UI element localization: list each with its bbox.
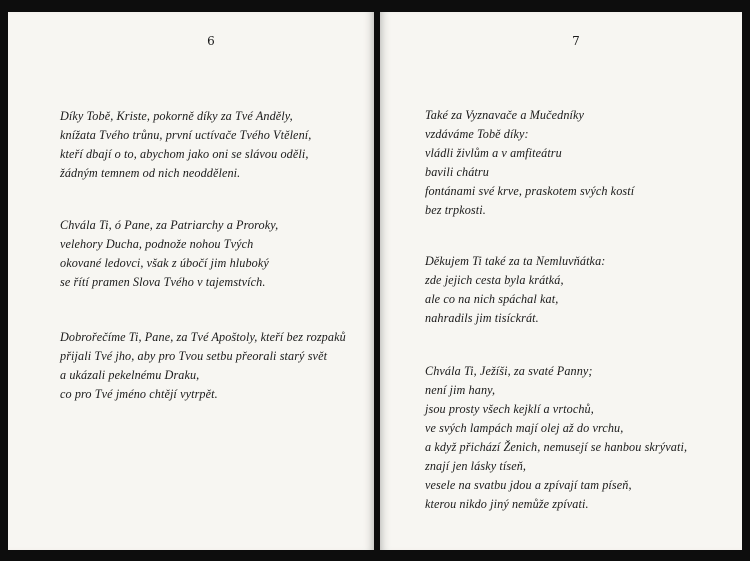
- verse-line: kterou nikdo jiný nemůže zpívati.: [425, 497, 589, 511]
- stanza: [60, 216, 278, 292]
- verse-line: bavili chátru: [425, 165, 489, 179]
- verse-line: vesele na svatbu jdou a zpívají tam píseň,: [425, 478, 632, 492]
- verse-line: knížata Tvého trůnu, první uctívače Tvého Vtělení,: [60, 128, 312, 142]
- right-page: [380, 12, 742, 550]
- verse-line: ale co na nich spáchal kat,: [425, 292, 559, 306]
- stanza: [425, 106, 634, 220]
- verse-line: se řítí pramen Slova Tvého v tajemstvích.: [60, 275, 266, 289]
- verse-line: fontánami své krve, praskotem svých kostí: [425, 184, 635, 198]
- verse-line: Chvála Ti, ó Pane, za Patriarchy a Proroky,: [60, 218, 279, 232]
- verse-line: co pro Tvé jméno chtějí vytrpět.: [60, 387, 218, 401]
- verse-line: velehory Ducha, podnože nohou Tvých: [60, 237, 254, 251]
- stanza: [425, 362, 687, 514]
- verse-line: Děkujem Ti také za ta Nemluvňátka:: [425, 254, 606, 268]
- verse-line: přijali Tvé jho, aby pro Tvou setbu přeorali starý svět: [60, 349, 328, 363]
- verse-line: a ukázali pekelnému Draku,: [60, 368, 200, 382]
- page-number: 7: [572, 34, 580, 48]
- verse-line: bez trpkosti.: [425, 203, 486, 217]
- verse-line: vzdáváme Tobě díky:: [425, 127, 529, 141]
- verse-line: žádným temnem od nich neodděleni.: [60, 166, 241, 180]
- verse-line: vládli živlům a v amfiteátru: [425, 146, 562, 160]
- verse-line: okované ledovci, však z úbočí jim hluboký: [60, 256, 269, 270]
- verse-line: Díky Tobě, Kriste, pokorně díky za Tvé Anděly,: [60, 109, 293, 123]
- stanza: [60, 107, 311, 183]
- verse-line: Chvála Ti, Ježíši, za svaté Panny;: [425, 364, 593, 378]
- verse-line: ve svých lampách mají olej až do vrchu,: [425, 421, 624, 435]
- verse-line: jsou prosty všech kejklí a vrtochů,: [425, 402, 594, 416]
- left-page: [8, 12, 374, 550]
- page-number: 6: [207, 34, 215, 48]
- verse-line: Dobrořečíme Ti, Pane, za Tvé Apoštoly, kteří bez rozpaků: [60, 330, 346, 344]
- verse-line: kteří dbají o to, abychom jako oni se slávou oděli,: [60, 147, 309, 161]
- verse-line: Také za Vyznavače a Mučedníky: [425, 108, 585, 122]
- verse-line: nahradils jim tisíckrát.: [425, 311, 539, 325]
- verse-line: znají jen lásky tíseň,: [425, 459, 527, 473]
- verse-line: a když přichází Ženich, nemusejí se hanbou skrývati,: [425, 440, 688, 454]
- verse-line: zde jejich cesta byla krátká,: [425, 273, 564, 287]
- stanza: [425, 252, 605, 328]
- verse-line: není jim hany,: [425, 383, 496, 397]
- stanza: [60, 328, 346, 404]
